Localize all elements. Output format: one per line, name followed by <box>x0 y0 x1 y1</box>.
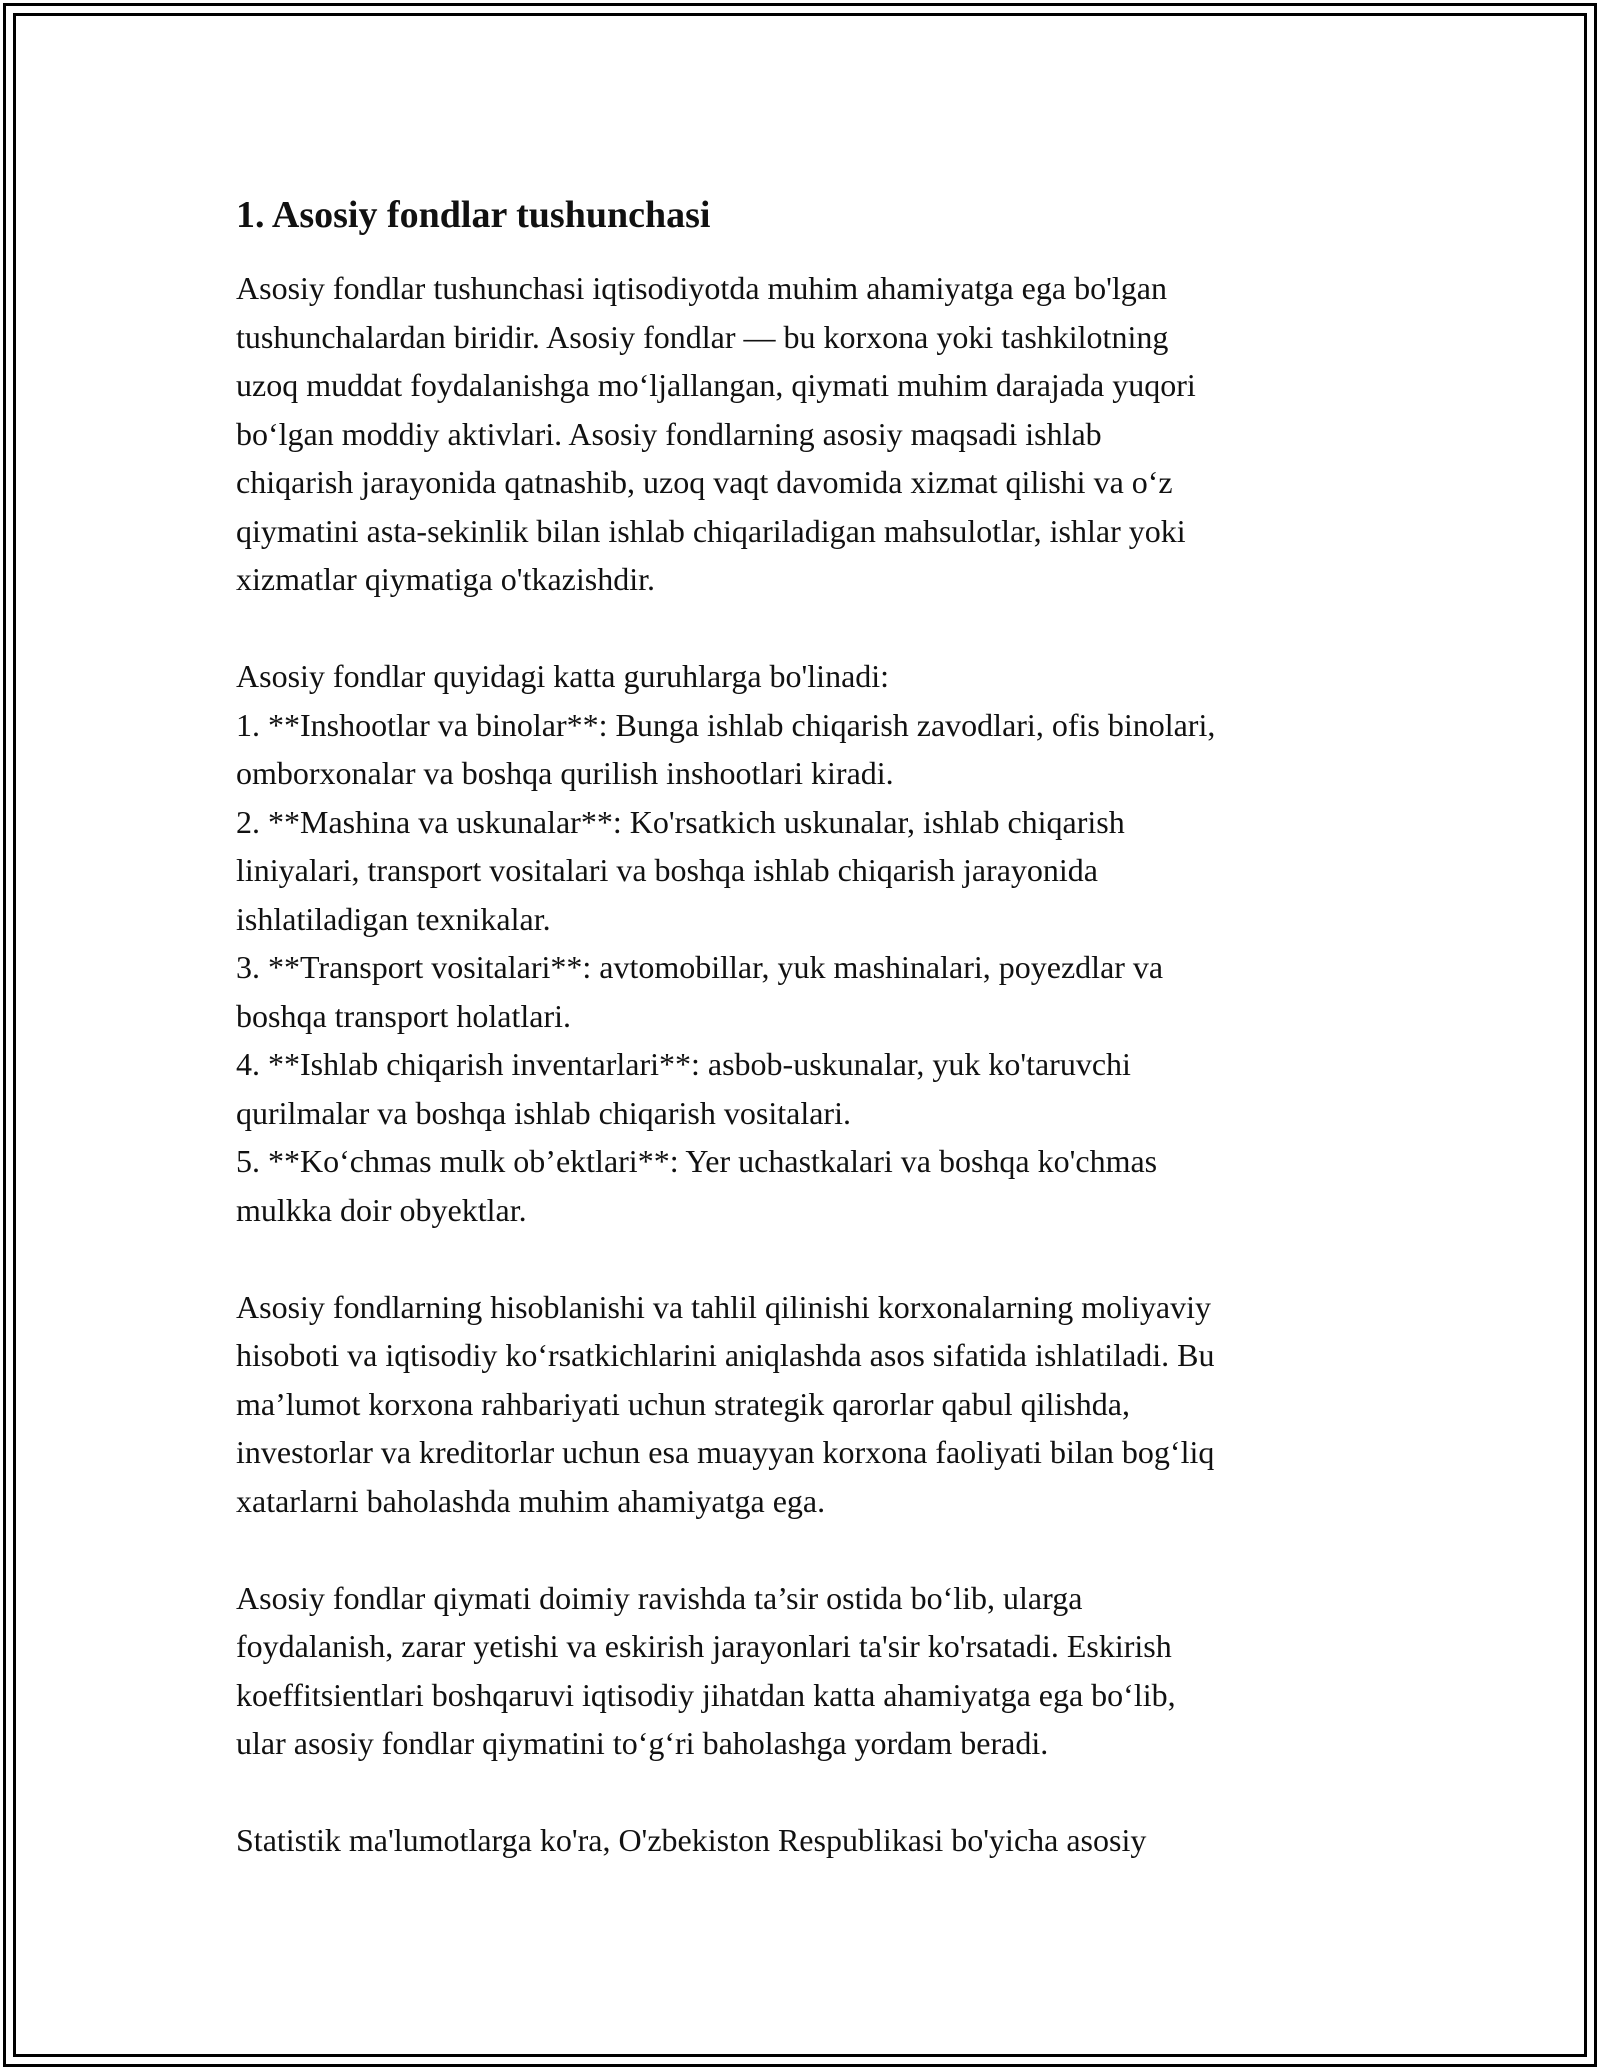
list-item-real-estate: 5. **Ko‘chmas mulk ob’ektlari**: Yer uchastkalari va boshqa ko'chmas mulkka doir obyektlar. <box>236 1143 1158 1228</box>
intro-paragraph: Asosiy fondlar tushunchasi iqtisodiyotda muhim ahamiyatga ega bo'lgan tushunchalardan biridir. Asosiy fondlar — bu korxona yoki tashkilotning uzoq muddat foydalanishga mo‘ljallangan, qiymati muhim darajada yuqori bo‘lgan moddiy aktivlari. Asosiy fondlarning asosiy maqsadi ishlab chiqarish jarayonida qatnashib, uzoq vaqt davomida xizmat qilishi va o‘z qiymatini asta-sekinlik bilan ishlab chiqariladigan mahsulotlar, ishlar yoki xizmatlar qiymatiga o'tkazishdir. <box>236 270 1196 597</box>
list-item-machinery: 2. **Mashina va uskunalar**: Ko'rsatkich uskunalar, ishlab chiqarish liniyalari, transport vositalari va boshqa ishlab chiqarish jarayonida ishlatiladigan texnikalar. <box>236 803 1125 937</box>
paragraph-gap <box>236 1768 1396 1817</box>
statistics-paragraph: Statistik ma'lumotlarga ko'ra, O'zbekiston Respublikasi bo'yicha asosiy <box>236 1822 1147 1858</box>
accounting-paragraph: Asosiy fondlarning hisoblanishi va tahlil qilinishi korxonalarning moliyaviy hisoboti va iqtisodiy ko‘rsatkichlarini aniqlashda asos sifatida ishlatiladi. Bu ma’lumot korxona rahbariyati uchun strategik qarorlar qabul qilishda, investorlar va kreditorlar uchun esa muayyan korxona faoliyati bilan bog‘liq xatarlarni baholashda muhim ahamiyatga ega. <box>236 1288 1215 1519</box>
document-body <box>236 188 1396 1865</box>
list-item-buildings: 1. **Inshootlar va binolar**: Bunga ishlab chiqarish zavodlari, ofis binolari, omborxonalar va boshqa qurilish inshootlari kiradi. <box>236 706 1216 791</box>
groups-intro: Asosiy fondlar quyidagi katta guruhlarga bo'linadi: <box>236 658 890 694</box>
paragraph-gap <box>236 1234 1396 1283</box>
list-item-inventory: 4. **Ishlab chiqarish inventarlari**: asbob-uskunalar, yuk ko'taruvchi qurilmalar va boshqa ishlab chiqarish vositalari. <box>236 1046 1131 1131</box>
document-title: 1. Asosiy fondlar tushunchasi <box>236 194 711 236</box>
paragraph-gap <box>236 1525 1396 1574</box>
depreciation-paragraph: Asosiy fondlar qiymati doimiy ravishda ta’sir ostida bo‘lib, ularga foydalanish, zarar yetishi va eskirish jarayonlari ta'sir ko'rsatadi. Eskirish koeffitsientlari boshqaruvi iqtisodiy jihatdan katta ahamiyatga ega bo‘lib, ular asosiy fondlar qiymatini to‘g‘ri baholashga yordam beradi. <box>236 1579 1176 1761</box>
list-item-transport: 3. **Transport vositalari**: avtomobillar, yuk mashinalari, poyezdlar va boshqa transport holatlari. <box>236 949 1164 1034</box>
paragraph-gap <box>236 604 1396 653</box>
